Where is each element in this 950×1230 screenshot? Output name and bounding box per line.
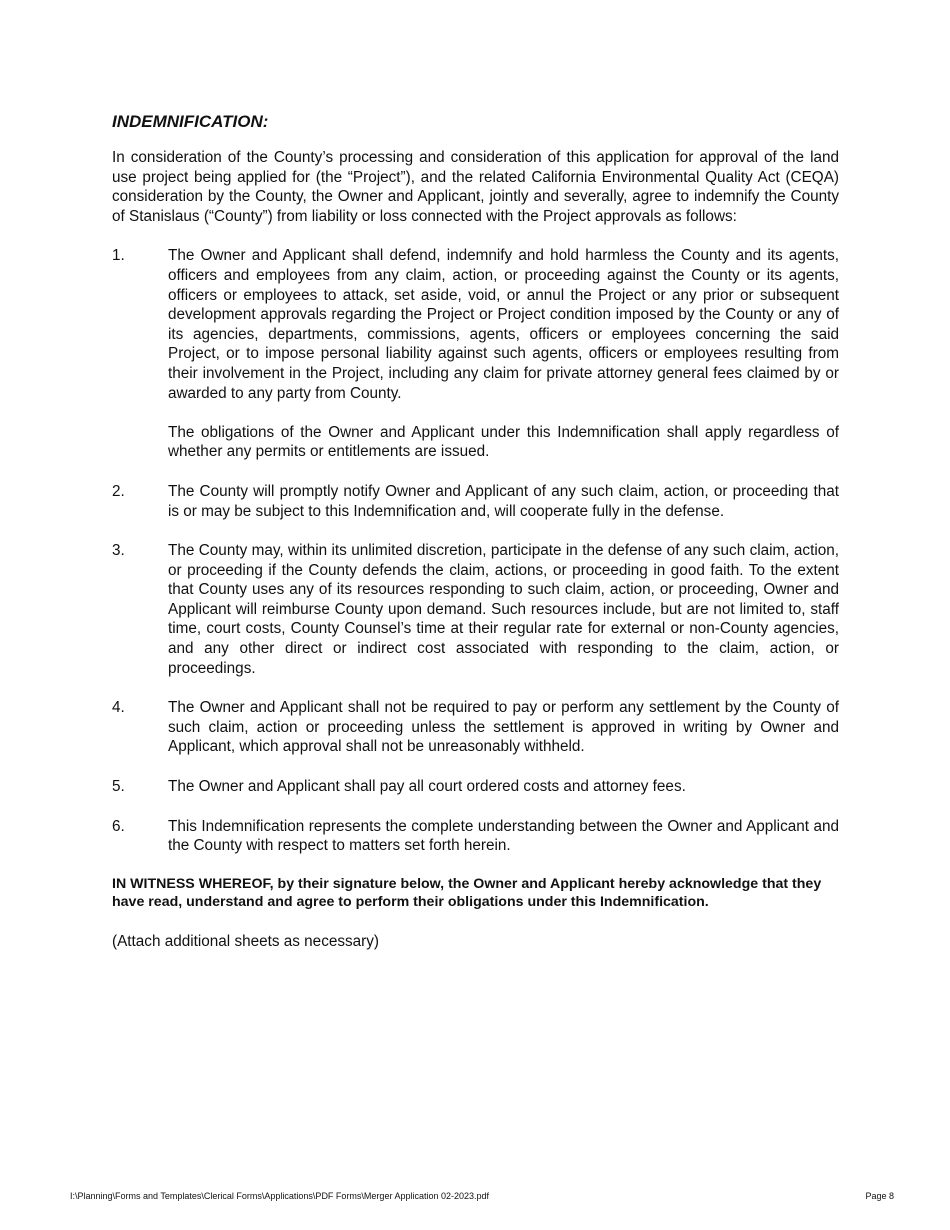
list-item bbox=[112, 777, 839, 797]
footer-page-number: Page 8 bbox=[865, 1191, 894, 1201]
item-paragraph: The obligations of the Owner and Applicant under this Indemnification shall apply regardless of whether any permits or entitlements are issued. bbox=[168, 423, 839, 461]
item-number: 3. bbox=[112, 542, 125, 560]
footer-file-path: I:\Planning\Forms and Templates\Clerical Forms\Applications\PDF Forms\Merger Application 02-2023.pdf bbox=[70, 1191, 490, 1201]
item-body bbox=[168, 482, 839, 521]
item-body bbox=[168, 541, 839, 678]
item-body bbox=[168, 246, 839, 462]
item-number: 2. bbox=[112, 482, 125, 500]
item-paragraph: The County may, within its unlimited discretion, participate in the defense of any such claim, action, or proceeding if the County defends the claim, actions, or proceeding in good faith. To the extent that County uses any of its resources responding to such claim, action, or proceeding, Owner and Applicant will reimburse County upon demand. Such resources include, but are not limited to, staff time, court costs, County Counsel’s time at their regular rate for external or non-County agencies, and any other direct or indirect cost associated with responding to the claim, action, or proceedings. bbox=[168, 542, 839, 677]
list-item bbox=[112, 698, 839, 757]
item-number: 1. bbox=[112, 247, 125, 265]
item-number: 6. bbox=[112, 817, 125, 835]
item-paragraph: This Indemnification represents the complete understanding between the Owner and Applicant and the County with respect to matters set forth herein. bbox=[168, 817, 839, 855]
witness-statement: IN WITNESS WHEREOF, by their signature below, the Owner and Applicant hereby acknowledge that they have read, understand and agree to perform their obligations under this Indemnification. bbox=[112, 875, 822, 911]
list-item bbox=[112, 817, 839, 856]
item-paragraph: The Owner and Applicant shall pay all court ordered costs and attorney fees. bbox=[168, 778, 686, 796]
item-number: 4. bbox=[112, 699, 125, 717]
item-paragraph: The Owner and Applicant shall defend, indemnify and hold harmless the County and its agents, officers and employees from any claim, action, or proceeding against the County or its agents, officers or employees to attack, set aside, void, or annul the Project or any prior or subsequent development approvals regarding the Project or Project condition imposed by the County or any of its agencies, departments, commissions, agents, officers or employees concerning the said Project, or to impose personal liability against such agents, officers or employees resulting from their involvement in the Project, including any claim for private attorney general fees claimed by or awarded to any party from County. bbox=[168, 247, 839, 402]
list-item bbox=[112, 246, 839, 462]
item-body bbox=[168, 817, 839, 856]
item-paragraph: The Owner and Applicant shall not be required to pay or perform any settlement by the County of such claim, action or proceeding unless the settlement is approved in writing by Owner and Applicant, which approval shall not be unreasonably withheld. bbox=[168, 699, 839, 756]
section-heading: INDEMNIFICATION: bbox=[112, 112, 269, 131]
attach-note: (Attach additional sheets as necessary) bbox=[112, 932, 379, 950]
list-item bbox=[112, 541, 839, 678]
item-body bbox=[168, 698, 839, 757]
list-item bbox=[112, 482, 839, 521]
item-number: 5. bbox=[112, 778, 125, 796]
item-paragraph: The County will promptly notify Owner and Applicant of any such claim, action, or proceeding that is or may be subject to this Indemnification and, will cooperate fully in the defense. bbox=[168, 482, 839, 520]
document-page bbox=[112, 112, 839, 951]
intro-paragraph: In consideration of the County’s processing and consideration of this application for approval of the land use project being applied for (the “Project”), and the related California Environmental Quality Act (CEQA) consideration by the County, the Owner and Applicant, jointly and severally, agree to indemnify the County of Stanislaus (“County”) from liability or loss connected with the Project approvals as follows: bbox=[112, 149, 839, 225]
item-body bbox=[168, 777, 839, 797]
